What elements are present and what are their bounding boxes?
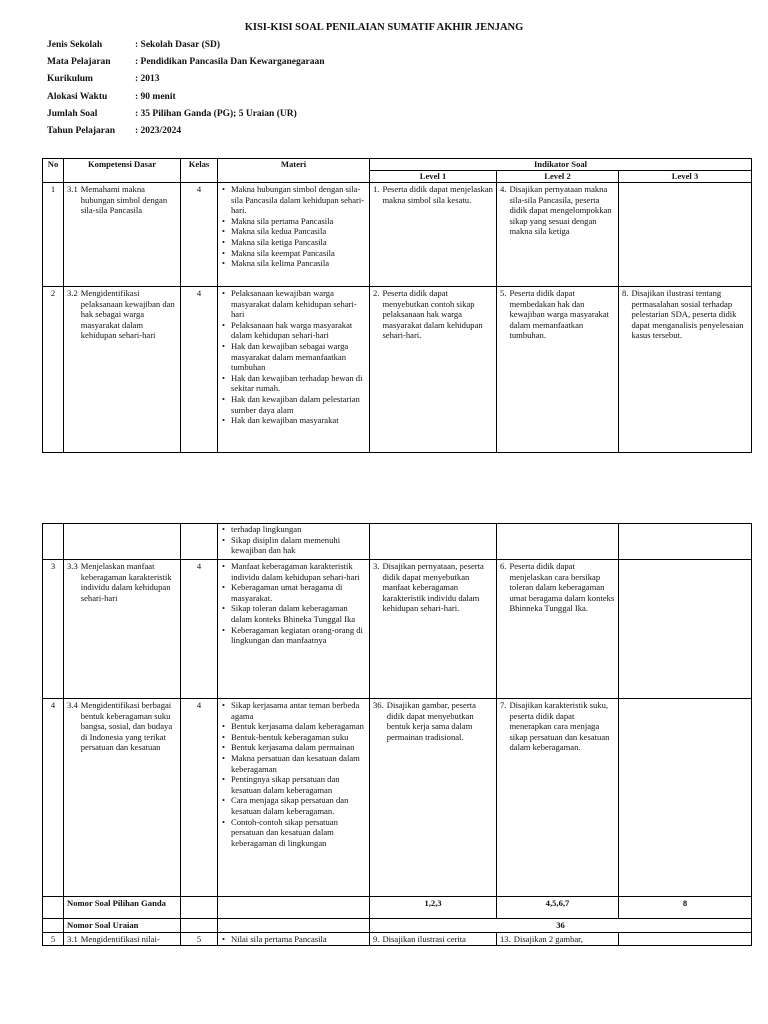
indicator-text: Peserta didik dapat membedakan hak dan kewajiban warga masyarakat dalam memanfaatkan tumbuhan. [509,288,610,341]
indicator-text: Disajikan ilustrasi cerita [382,933,466,944]
document-title: KISI-KISI SOAL PENILAIAN SUMATIF AKHIR JENJANG [244,22,524,33]
meta-row [47,40,325,57]
table-row [43,524,752,560]
indicator-number: 9. [373,933,380,944]
cell-materi [218,183,370,287]
kd-number: 3.2 [67,288,78,298]
summary-level-2: 4,5,6,7 [497,897,619,919]
kd-text: Mengidentifikasi berbagai bentuk keberagaman suku bangsa, sosial, dan budaya di Indonesia yang terikat persatuan dan kesatuan [80,700,173,753]
summary-level-1: 1,2,3 [370,897,497,919]
kd-text: Mengidentifikasi nilai- [80,933,160,944]
summary-label: Nomor Soal Uraian [64,919,181,933]
cell-kompetensi-dasar [64,932,181,946]
list-item: • Makna sila ketiga Pancasila [231,237,366,248]
cell-kompetensi-dasar [64,287,181,453]
cell-materi [218,560,370,699]
list-item: • Makna sila kelima Pancasila [231,258,366,269]
cell-materi [218,932,370,946]
header-kompetensi-dasar: Kompetensi Dasar [64,159,181,183]
list-item: • Keberagaman kegiatan orang-orang di lingkungan dan manfaatnya [231,625,366,646]
meta-label: Jenis Sekolah [47,40,103,50]
table-row [43,287,752,453]
summary-uraian-value: 36 [370,919,752,933]
cell-kompetensi-dasar [64,183,181,287]
kd-number: 3.4 [67,700,78,710]
header-no: No [43,159,64,183]
table-row [43,183,752,287]
indicator-number: 7. [500,700,507,710]
indicator-number: 36. [373,700,384,710]
list-item: • Bentuk kerjasama dalam keberagaman [231,721,366,732]
kd-text: Menjelaskan manfaat keberagaman karakteristik individu dalam kehidupan sehari-hari [80,561,172,603]
cell-kelas: 4 [181,287,218,453]
meta-label: Alokasi Waktu [47,91,108,102]
meta-value: : Sekolah Dasar (SD) [135,40,221,50]
cell-kompetensi-dasar [64,699,181,897]
indicator-text: Disajikan pernyataan makna sila-sila Pancasila, peserta didik dapat mengelompokkan sikap yang sesuai dengan makna sila ketiga [509,184,612,237]
cell-kelas: 4 [181,699,218,897]
list-item: • Makna sila kedua Pancasila [231,226,366,237]
table-row [43,932,752,946]
cell-no [43,524,64,560]
indicator-text: Peserta didik dapat menjelaskan makna simbol sila kesatu. [382,184,493,205]
cell-level-1 [370,932,497,946]
meta-value: : Pendidikan Pancasila Dan Kewarganegaraan [135,57,325,68]
list-item: • Hak dan kewajiban masyarakat [231,415,366,426]
header-level-3: Level 3 [619,171,752,183]
cell-kelas [181,897,218,919]
kisi-kisi-table [42,158,752,453]
cell-level-3 [619,560,752,699]
list-item: • Pelaksanaan hak warga masyarakat dalam kehidupan sehari-hari [231,320,366,341]
kd-number: 3.3 [67,561,78,571]
cell-level-2 [497,932,619,946]
cell-materi [218,524,370,560]
indicator-number: 5. [500,288,507,298]
meta-label: Kurikulum [47,74,93,85]
indicator-number: 1. [373,184,380,194]
meta-value: : 90 menit [135,91,176,102]
cell-no [43,897,64,919]
indicator-text: Disajikan gambar, peserta didik dapat menyebutkan bentuk kerja sama dalam permainan tradisional. [386,700,476,742]
indicator-number: 6. [500,561,507,571]
cell-level-2 [497,287,619,453]
list-item: • Makna sila pertama Pancasila [231,216,366,227]
indicator-number: 2. [373,288,380,298]
list-item-continued: • terhadap lingkungan [231,524,366,535]
kd-text: Memahami makna hubungan simbol dengan sila-sila Pancasila [80,184,168,216]
cell-level-2 [497,183,619,287]
list-item: • Bentuk kerjasama dalam permainan [231,742,366,753]
cell-level-1 [370,560,497,699]
cell-no [43,919,64,933]
cell-kompetensi-dasar [64,560,181,699]
kisi-kisi-table-continued [42,523,752,946]
meta-value: : 2013 [135,74,160,85]
cell-level-3 [619,524,752,560]
indicator-text: Disajikan karakteristik suku, peserta didik dapat menerapkan cara menjaga sikap persatuan dan kesatuan dalam keberagaman. [509,700,610,753]
list-item: • Sikap kerjasama antar teman berbeda agama [231,700,366,721]
list-item: • Keberagaman umat beragama di masyarakat. [231,582,366,603]
cell-no: 2 [43,287,64,453]
list-item: • Bentuk-bentuk keberagaman suku [231,732,366,743]
meta-row [47,74,325,91]
cell-materi [218,699,370,897]
meta-label: Tahun Pelajaran [47,125,116,136]
list-item: • Nilai sila pertama Pancasila [231,934,366,945]
header-indikator-soal: Indikator Soal [370,159,752,171]
cell-no: 4 [43,699,64,897]
indicator-number: 4. [500,184,507,194]
cell-level-2 [497,560,619,699]
cell-level-1 [370,183,497,287]
cell-level-3 [619,287,752,453]
meta-label: Jumlah Soal [47,108,98,119]
kd-number: 3.1 [67,933,78,944]
list-item: • Hak dan kewajiban sebagai warga masyarakat dalam memanfaatkan tumbuhan [231,341,366,373]
cell-kelas: 4 [181,183,218,287]
list-item: • Sikap toleran dalam keberagaman dalam konteks Bhineka Tunggal Ika [231,603,366,624]
meta-value: : 35 Pilihan Ganda (PG); 5 Uraian (UR) [135,108,297,119]
meta-row [47,92,325,109]
list-item: • Pelaksanaan kewajiban warga masyarakat dalam kehidupan sehari-hari [231,288,366,320]
meta-row [47,126,325,143]
summary-level-3: 8 [619,897,752,919]
cell-no: 1 [43,183,64,287]
list-item: • Makna persatuan dan kesatuan dalam keberagaman [231,753,366,774]
list-item: • Manfaat keberagaman karakteristik individu dalam kehidupan sehari-hari [231,561,366,582]
list-item: • Contoh-contoh sikap persatuan persatuan dan kesatuan dalam keberagaman di lingkungan [231,817,366,849]
cell-no: 3 [43,560,64,699]
cell-level-3 [619,183,752,287]
cell-level-1 [370,287,497,453]
cell-level-3 [619,932,752,946]
indicator-text: Disajikan ilustrasi tentang permasalahan sosial terhadap pelestarian SDA, peserta didik dapat menganalisis penyelesaian kasus tersebut. [631,288,744,341]
cell-level-1 [370,524,497,560]
cell-level-3 [619,699,752,897]
indicator-number: 3. [373,561,380,571]
cell-materi [218,919,370,933]
cell-kelas [181,524,218,560]
cell-kelas [181,919,218,933]
cell-level-1 [370,699,497,897]
header-level-1: Level 1 [370,171,497,183]
list-item: • Pentingnya sikap persatuan dan kesatuan dalam keberagaman [231,774,366,795]
header-kelas: Kelas [181,159,218,183]
list-item: • Makna hubungan simbol dengan sila-sila Pancasila dalam kehidupan sehari-hari. [231,184,366,216]
list-item: • Makna sila keempat Pancasila [231,248,366,259]
kd-number: 3.1 [67,184,78,194]
cell-kompetensi-dasar [64,524,181,560]
kd-text: Mengidentifikasi pelaksanaan kewajiban dan hak sebagai warga masyarakat dalam kehidupan sehari-hari [80,288,175,341]
indicator-text: Peserta didik dapat menjelaskan cara bersikap toleran dalam keberagaman umat beragama dalam konteks Bhinneka Tunggal Ika. [509,561,615,614]
list-item: • Hak dan kewajiban terhadap hewan di sekitar rumah. [231,373,366,394]
cell-no: 5 [43,932,64,946]
cell-kelas: 5 [181,932,218,946]
table-row [43,560,752,699]
cell-kelas: 4 [181,560,218,699]
indicator-text: Peserta didik dapat menyebutkan contoh sikap pelaksanaan hak warga masyarakat dalam kehidupan sehari-hari. [382,288,483,341]
document-meta [47,40,325,143]
summary-row-pilihan-ganda [43,897,752,919]
summary-label: Nomor Soal Pilihan Ganda [64,897,181,919]
list-item: • Cara menjaga sikap persatuan dan kesatuan dalam keberagaman. [231,795,366,816]
indicator-text: Disajikan pernyataan, peserta didik dapat menyebutkan manfaat keberagaman karakteristik individu dalam kehidupan sehari-hari. [382,561,484,614]
header-level-2: Level 2 [497,171,619,183]
cell-materi [218,287,370,453]
cell-level-2 [497,699,619,897]
cell-level-2 [497,524,619,560]
cell-materi [218,897,370,919]
meta-value: : 2023/2024 [135,125,182,136]
list-item: • Sikap disiplin dalam memenuhi kewajiban dan hak [231,535,366,556]
table-row [43,699,752,897]
summary-row-uraian [43,919,752,933]
header-materi: Materi [218,159,370,183]
list-item: • Hak dan kewajiban dalam pelestarian sumber daya alam [231,394,366,415]
meta-label: Mata Pelajaran [47,57,111,68]
indicator-text: Disajikan 2 gambar, [513,933,583,944]
meta-row [47,57,325,74]
meta-row [47,109,325,126]
indicator-number: 13. [500,933,511,944]
indicator-number: 8. [622,288,629,298]
